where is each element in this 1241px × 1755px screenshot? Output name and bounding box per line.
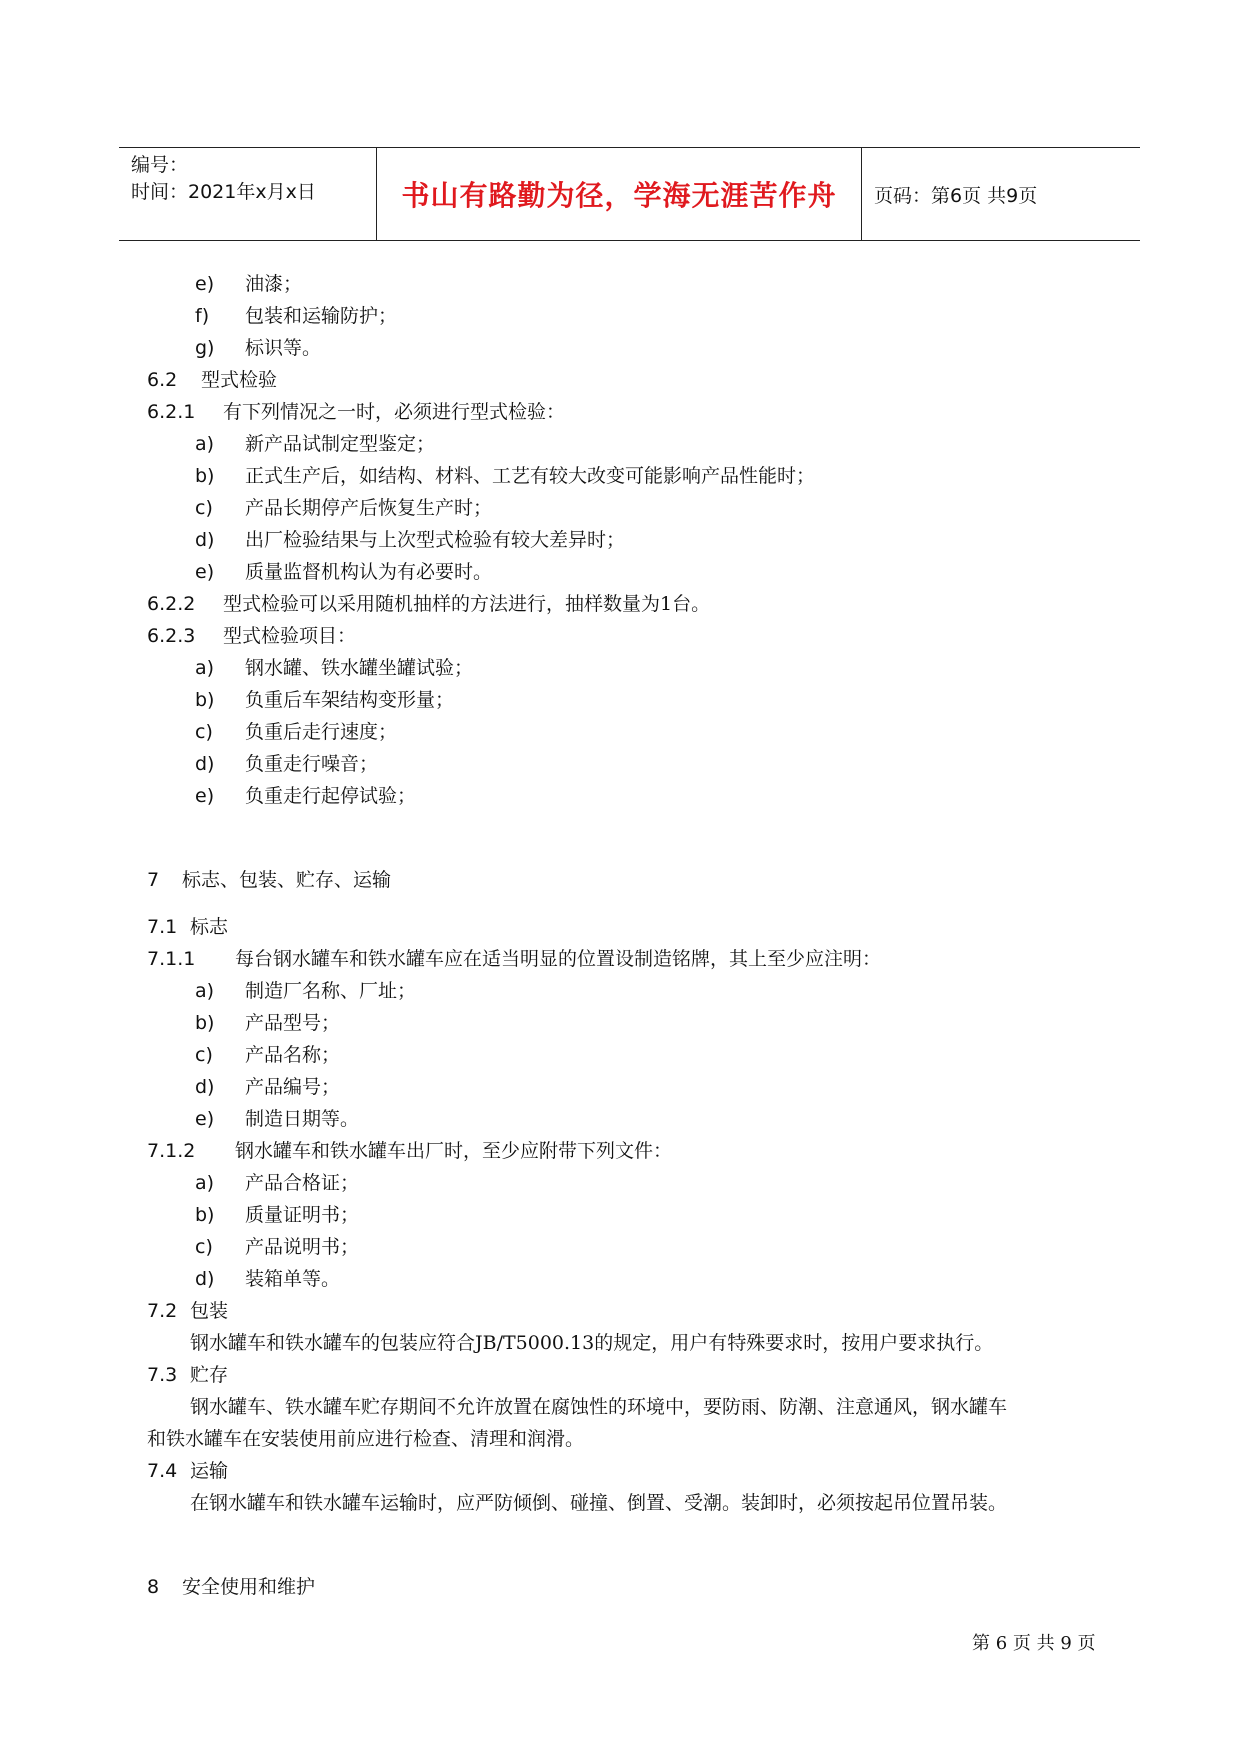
- section-heading: 7.4 运输: [147, 1460, 229, 1482]
- header-page-label: 页码：第6页 共9页: [874, 184, 1038, 207]
- list-item: a) 新产品试制定型鉴定；: [195, 433, 436, 455]
- list-item: c) 产品说明书；: [195, 1236, 360, 1258]
- doc-time-label: 时间：2021年x月x日: [131, 181, 316, 203]
- paragraph: 钢水罐车、铁水罐车贮存期间不允许放置在腐蚀性的环境中，要防雨、防潮、注意通风，钢水罐车: [190, 1396, 1008, 1418]
- section-heading: 7.1 标志: [147, 916, 229, 938]
- list-item: e) 质量监督机构认为有必要时。: [195, 561, 493, 583]
- clause: 7.1.1 每台钢水罐车和铁水罐车应在适当明显的位置设制造铭牌，其上至少应注明：: [147, 948, 882, 970]
- list-item: d) 产品编号；: [195, 1076, 341, 1098]
- chapter-heading: 8 安全使用和维护: [147, 1576, 316, 1598]
- section-heading: 6.2 型式检验: [147, 369, 278, 391]
- list-item: f) 包装和运输防护；: [195, 305, 398, 327]
- list-item: e) 油漆；: [195, 273, 303, 295]
- list-item: e) 负重走行起停试验；: [195, 785, 417, 807]
- page-footer: 第 6 页 共 9 页: [972, 1633, 1096, 1654]
- doc-number-label: 编号：: [131, 154, 189, 176]
- list-item: b) 产品型号；: [195, 1012, 341, 1034]
- clause: 6.2.3 型式检验项目：: [147, 625, 357, 647]
- list-item: d) 装箱单等。: [195, 1268, 341, 1290]
- clause: 6.2.1 有下列情况之一时，必须进行型式检验：: [147, 401, 566, 423]
- list-item: e) 制造日期等。: [195, 1108, 360, 1130]
- list-item: b) 质量证明书；: [195, 1204, 360, 1226]
- list-item: d) 出厂检验结果与上次型式检验有较大差异时；: [195, 529, 626, 551]
- page-header: [119, 147, 1140, 241]
- list-item: a) 制造厂名称、厂址；: [195, 980, 417, 1002]
- list-item: c) 产品长期停产后恢复生产时；: [195, 497, 493, 519]
- clause: 6.2.2 型式检验可以采用随机抽样的方法进行，抽样数量为1台。: [147, 593, 711, 615]
- list-item: b) 正式生产后，如结构、材料、工艺有较大改变可能影响产品性能时；: [195, 465, 816, 487]
- list-item: b) 负重后车架结构变形量；: [195, 689, 455, 711]
- list-item: a) 钢水罐、铁水罐坐罐试验；: [195, 657, 474, 679]
- header-motto: 书山有路勤为径，学海无涯苦作舟: [377, 148, 862, 240]
- list-item: a) 产品合格证；: [195, 1172, 360, 1194]
- chapter-heading: 7 标志、包装、贮存、运输: [147, 869, 392, 891]
- list-item: c) 负重后走行速度；: [195, 721, 398, 743]
- section-heading: 7.2 包装: [147, 1300, 229, 1322]
- header-info: [119, 148, 377, 240]
- list-item: d) 负重走行噪音；: [195, 753, 379, 775]
- paragraph: 和铁水罐车在安装使用前应进行检查、清理和润滑。: [147, 1428, 585, 1450]
- section-heading: 7.3 贮存: [147, 1364, 229, 1386]
- paragraph: 在钢水罐车和铁水罐车运输时，应严防倾倒、碰撞、倒置、受潮。装卸时，必须按起吊位置吊装。: [190, 1492, 1008, 1514]
- paragraph: 钢水罐车和铁水罐车的包装应符合JB/T5000.13的规定，用户有特殊要求时，按用户要求执行。: [190, 1332, 994, 1354]
- list-item: g) 标识等。: [195, 337, 322, 359]
- clause: 7.1.2 钢水罐车和铁水罐车出厂时，至少应附带下列文件：: [147, 1140, 673, 1162]
- list-item: c) 产品名称；: [195, 1044, 341, 1066]
